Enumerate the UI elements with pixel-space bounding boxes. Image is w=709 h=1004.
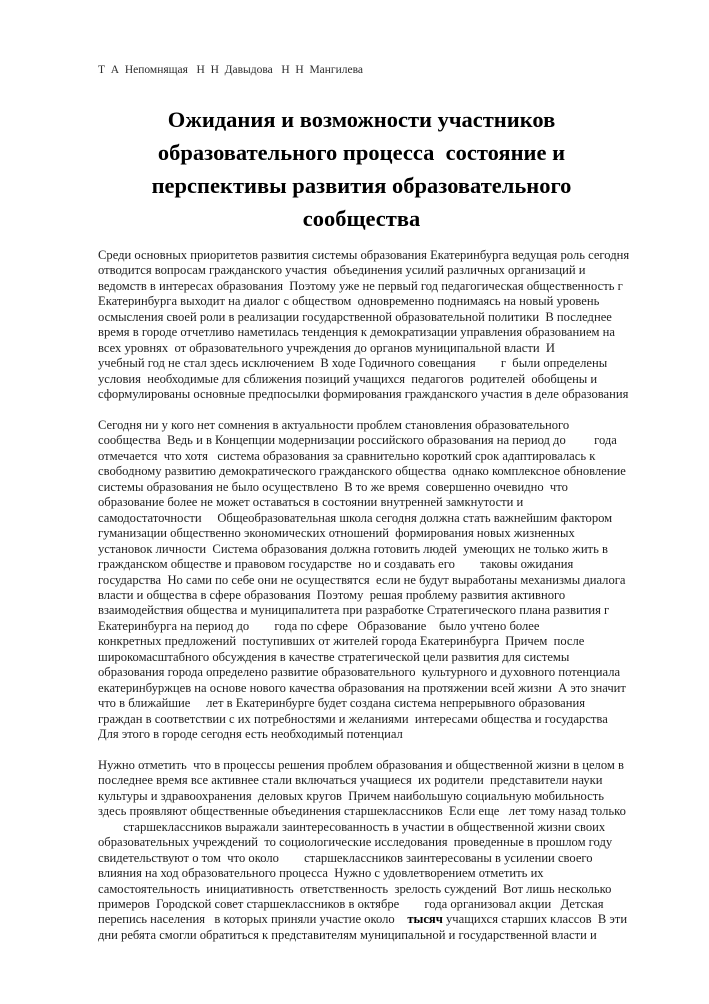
text-line: культуры и здравоохранения деловых кругов Причем наибольшую социальную мобильность <box>98 788 604 803</box>
text-line: учебный год не стал здесь исключением В ходе Годичного совещания г были определены <box>98 356 608 371</box>
text-line: Екатеринбурга выходит на диалог с обществом одновременно поднимаясь на новый уровень <box>98 294 600 309</box>
text-line: свободному развитию демократического гражданского общества однако комплексное обновление <box>98 464 626 479</box>
text-line: самодостаточности Общеобразовательная школа сегодня должна стать важнейшим фактором <box>98 510 613 525</box>
text-line: последнее время все активнее стали включаться учащиеся их родители представители науки <box>98 773 603 788</box>
text-line: что в ближайшие лет в Екатеринбурге будет создана система непрерывного образования <box>98 696 586 711</box>
text-line: граждан в соответствии с их потребностями и желаниями интересами общества и государства <box>98 711 608 726</box>
text-segment: перепись населения в которых приняли участие около <box>98 912 408 927</box>
bold-text: тысяч <box>407 912 443 927</box>
text-line: свидетельствуют о том что около старшеклассников заинтересованы в усилении своего <box>98 850 593 865</box>
text-line: установок личности Система образования должна готовить людей умеющих не только жить в <box>98 541 608 556</box>
text-line: государства Но сами по себе они не осуществятся если не будут выработаны механизмы диалога <box>98 572 626 587</box>
text-line: Среди основных приоритетов развития системы образования Екатеринбурга ведущая роль сегодня <box>98 248 630 262</box>
text-line: влияния на ход образовательного процесса Нужно с удовлетворением отметить их <box>98 866 544 881</box>
text-line <box>98 912 628 927</box>
text-line: екатеринбуржцев на основе нового качества образования на протяжении всей жизни А это значит <box>98 680 626 695</box>
text-line: Для этого в городе сегодня есть необходимый потенциал <box>98 727 403 742</box>
text-line: гражданском обществе и правовом государстве но и создавать его таковы ожидания <box>98 557 574 572</box>
document-title <box>98 103 625 235</box>
text-line: взаимодействия общества и муниципалитета при разработке Стратегического плана развития г <box>98 603 610 618</box>
text-line: отводится вопросам гражданского участия объединения усилий различных организаций и <box>98 263 586 278</box>
text-line: осмысления своей роли в реализации государственной образовательной политики В последнее <box>98 309 612 324</box>
text-line: примеров Городской совет старшеклассников в октябре года организовал акции Детская <box>98 897 604 911</box>
text-line: широкомасштабного обсуждения в качестве стратегической цели развития для системы <box>98 649 570 664</box>
text-line: здесь проявляют общественные объединения старшеклассников Если еще лет тому назад только <box>98 804 626 819</box>
text-line: Екатеринбурга на период до года по сфере Образование было учтено более <box>98 618 540 633</box>
text-line: самостоятельность инициативность ответственность зрелость суждений Вот лишь несколько <box>98 881 612 896</box>
text-line: ведомств в интересах образования Поэтому уже не первый год педагогическая общественность г <box>98 278 623 293</box>
text-line: образование более не может оставаться в состоянии внутренней замкнутости и <box>98 495 524 510</box>
text-line: условия необходимые для сближения позиций учащихся педагогов родителей обобщены и <box>98 371 598 386</box>
document-content <box>98 63 630 959</box>
text-line: всех уровнях от образовательного учреждения до органов муниципальной власти И <box>98 340 555 355</box>
text-line: сообщества Ведь и в Концепции модернизации российского образования на период до года <box>98 433 617 448</box>
title-line: сообщества <box>302 206 421 231</box>
text-line: сформулированы основные предпосылки формирования гражданского участия в деле образования <box>98 387 629 402</box>
paragraph <box>98 248 630 403</box>
title-line: образовательного процесса состояние и <box>157 140 566 165</box>
text-line: образования города определено развитие образовательного культурного и духовного потенциала <box>98 665 621 680</box>
text-line: дни ребята смогли обратиться к представителям муниципальной и государственной власти и <box>98 927 597 942</box>
text-line: гуманизации общественно экономических отношений формирования новых жизненных <box>98 526 575 541</box>
document-body <box>98 248 630 943</box>
text-line: время в городе отчетливо наметилась тенденция к демократизации управления образованием на <box>98 325 615 340</box>
text-line: системы образования не было осуществлено В то же время совершенно очевидно что <box>98 479 568 494</box>
text-segment: учащихся старших классов В эти <box>442 912 628 927</box>
text-line: старшеклассников выражали заинтересованность в участии в общественной жизни своих <box>98 819 606 834</box>
title-line: Ожидания и возможности участников <box>167 107 556 132</box>
title-line: перспективы развития образовательного <box>151 173 572 198</box>
paragraph <box>98 757 628 943</box>
text-line: Нужно отметить что в процессы решения проблем образования и общественной жизни в целом в <box>98 757 624 772</box>
text-line: власти и общества в сфере образования Поэтому решая проблему развития активного <box>98 587 566 602</box>
text-line: конкретных предложений поступивших от жителей города Екатеринбурга Причем после <box>98 634 585 649</box>
paragraph <box>98 418 625 743</box>
authors-line: Т А Непомнящая Н Н Давыдова Н Н Мангилева <box>98 64 364 76</box>
text-line: Сегодня ни у кого нет сомнения в актуальности проблем становления образовательного <box>98 417 570 432</box>
text-line: отмечается что хотя система образования за сравнительно короткий срок адаптировалась к <box>98 448 596 463</box>
text-line: образовательных учреждений то социологические исследования проведенные в прошлом году <box>98 835 613 850</box>
